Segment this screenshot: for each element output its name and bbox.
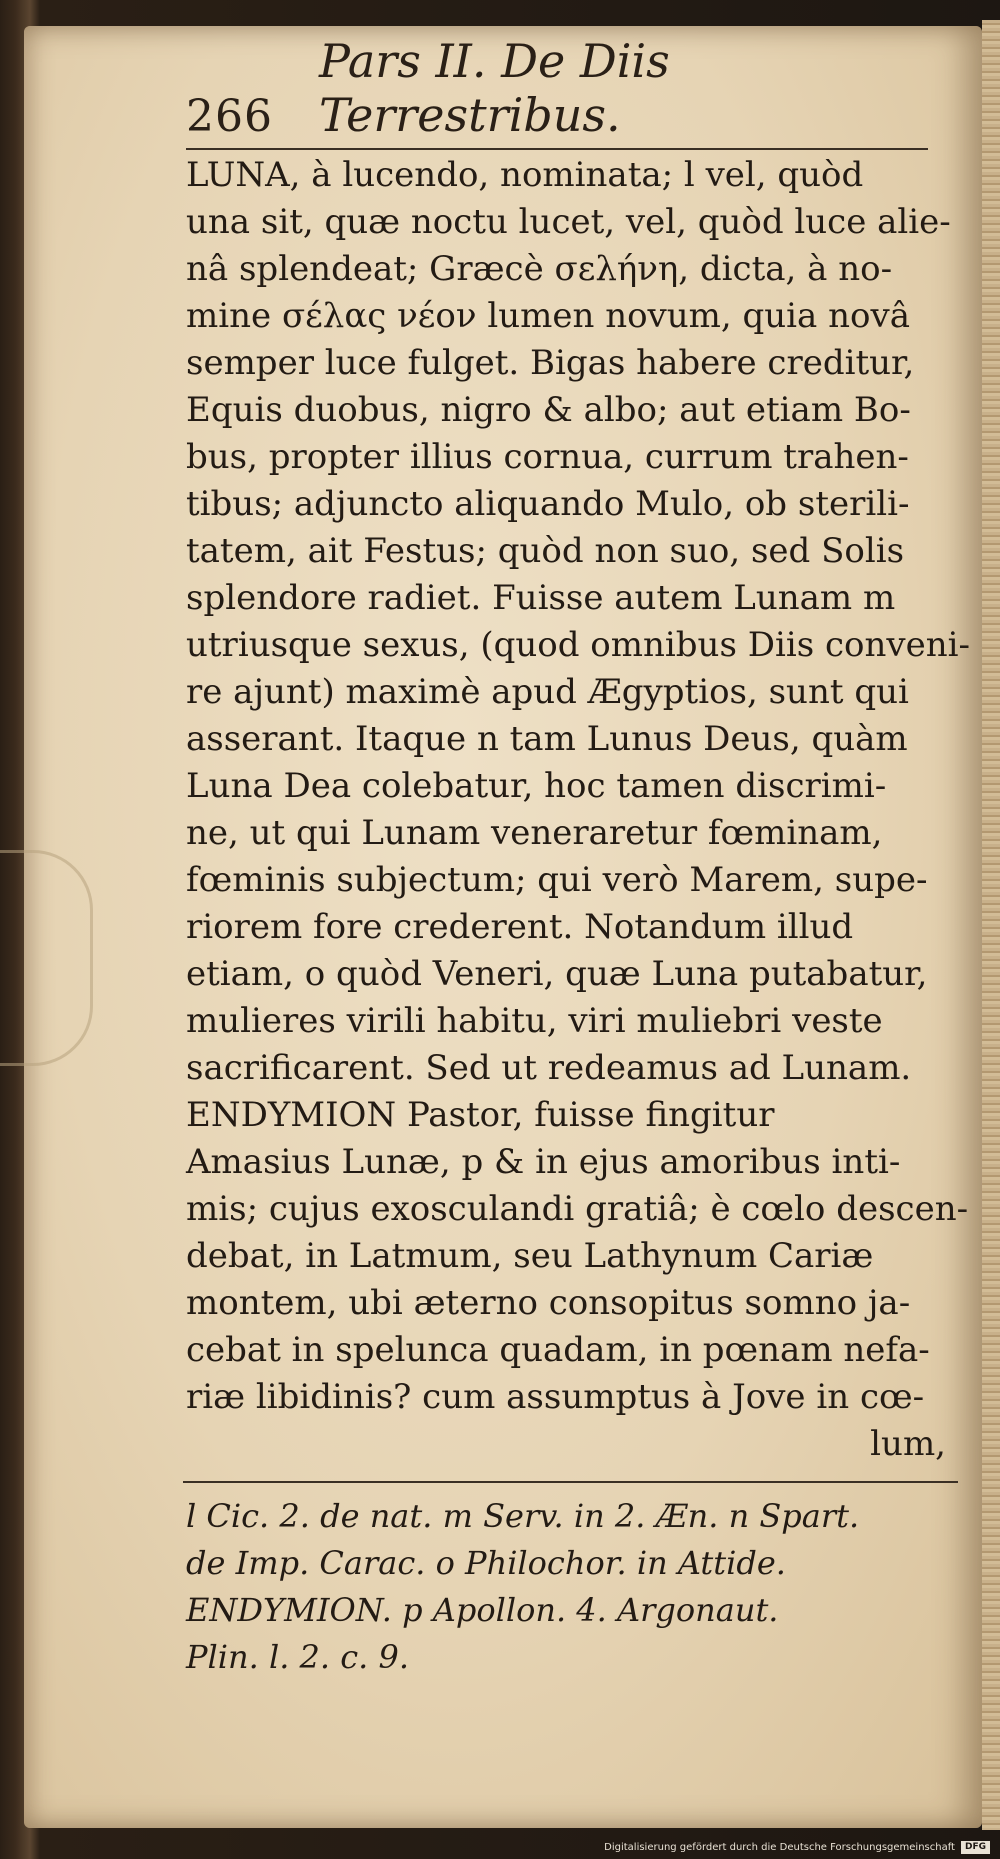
- text-line: Amasius Lunæ, p & in ejus amoribus inti-: [186, 1142, 901, 1182]
- footnote-rule: [183, 1481, 958, 1483]
- main-text: [186, 152, 970, 1468]
- footnote-line: de Imp. Carac. o Philochor. in Attide.: [186, 1544, 786, 1582]
- text-line: riæ libidinis? cum assumptus à Jove in cœ-: [186, 1377, 925, 1417]
- dfg-logo: DFG: [961, 1841, 990, 1854]
- footnote-line: ENDYMION. p Apollon. 4. Argonaut.: [186, 1591, 779, 1629]
- header-rule: [186, 148, 928, 150]
- text-line: splendore radiet. Fuisse autem Lunam m: [186, 578, 896, 618]
- text-line: tibus; adjuncto aliquando Mulo, ob sterili-: [186, 484, 910, 524]
- text-line: sacrificarent. Sed ut redeamus ad Lunam.: [186, 1048, 912, 1088]
- text-line: utriusque sexus, (quod omnibus Diis conveni-: [186, 625, 970, 665]
- text-line: ENDYMION Pastor, fuisse fingitur: [186, 1095, 775, 1135]
- running-head: Pars II. De Diis Terrestribus.: [318, 34, 670, 142]
- text-line: montem, ubi æterno consopitus somno ja-: [186, 1283, 911, 1323]
- catchword: lum,: [870, 1424, 946, 1464]
- credit-text: Digitalisierung gefördert durch die Deutsche Forschungsgemeinschaft: [604, 1841, 955, 1853]
- text-line: una sit, quæ noctu lucet, vel, quòd luce alie-: [186, 202, 951, 242]
- text-line: mulieres virili habitu, viri muliebri veste: [186, 1001, 883, 1041]
- text-line: fœminis subjectum; qui verò Marem, supe-: [186, 860, 928, 900]
- text-line: LUNA, à lucendo, nominata; l vel, quòd: [186, 155, 864, 195]
- page-edges: [982, 20, 1000, 1830]
- text-line: ne, ut qui Lunam veneraretur fœminam,: [186, 813, 883, 853]
- text-line: mine σέλας νέον lumen novum, quia novâ: [186, 296, 910, 336]
- text-line: riorem fore crederent. Notandum illud: [186, 907, 854, 947]
- footnote-line: Plin. l. 2. c. 9.: [186, 1638, 410, 1676]
- text-line: mis; cujus exosculandi gratiâ; è cœlo descen-: [186, 1189, 969, 1229]
- page-header: [186, 34, 906, 142]
- text-line: semper luce fulget. Bigas habere creditur,: [186, 343, 915, 383]
- text-line: cebat in spelunca quadam, in pœnam nefa-: [186, 1330, 930, 1370]
- text-line: nâ splendeat; Græcè σελήνη, dicta, à no-: [186, 249, 893, 289]
- book-clasp: [0, 850, 93, 1066]
- text-line: etiam, o quòd Veneri, quæ Luna putabatur,: [186, 954, 928, 994]
- footnote-line: l Cic. 2. de nat. m Serv. in 2. Æn. n Spart.: [186, 1497, 860, 1535]
- text-line: debat, in Latmum, seu Lathynum Cariæ: [186, 1236, 874, 1276]
- page-number: 266: [186, 91, 273, 142]
- footnotes: [186, 1490, 966, 1678]
- text-line: bus, propter illius cornua, currum trahen-: [186, 437, 909, 477]
- text-line: asserant. Itaque n tam Lunus Deus, quàm: [186, 719, 908, 759]
- text-line: Luna Dea colebatur, hoc tamen discrimi-: [186, 766, 887, 806]
- text-line: re ajunt) maximè apud Ægyptios, sunt qui: [186, 672, 909, 712]
- digitization-credit: [604, 1839, 990, 1855]
- text-line: tatem, ait Festus; quòd non suo, sed Solis: [186, 531, 905, 571]
- text-line: Equis duobus, nigro & albo; aut etiam Bo-: [186, 390, 911, 430]
